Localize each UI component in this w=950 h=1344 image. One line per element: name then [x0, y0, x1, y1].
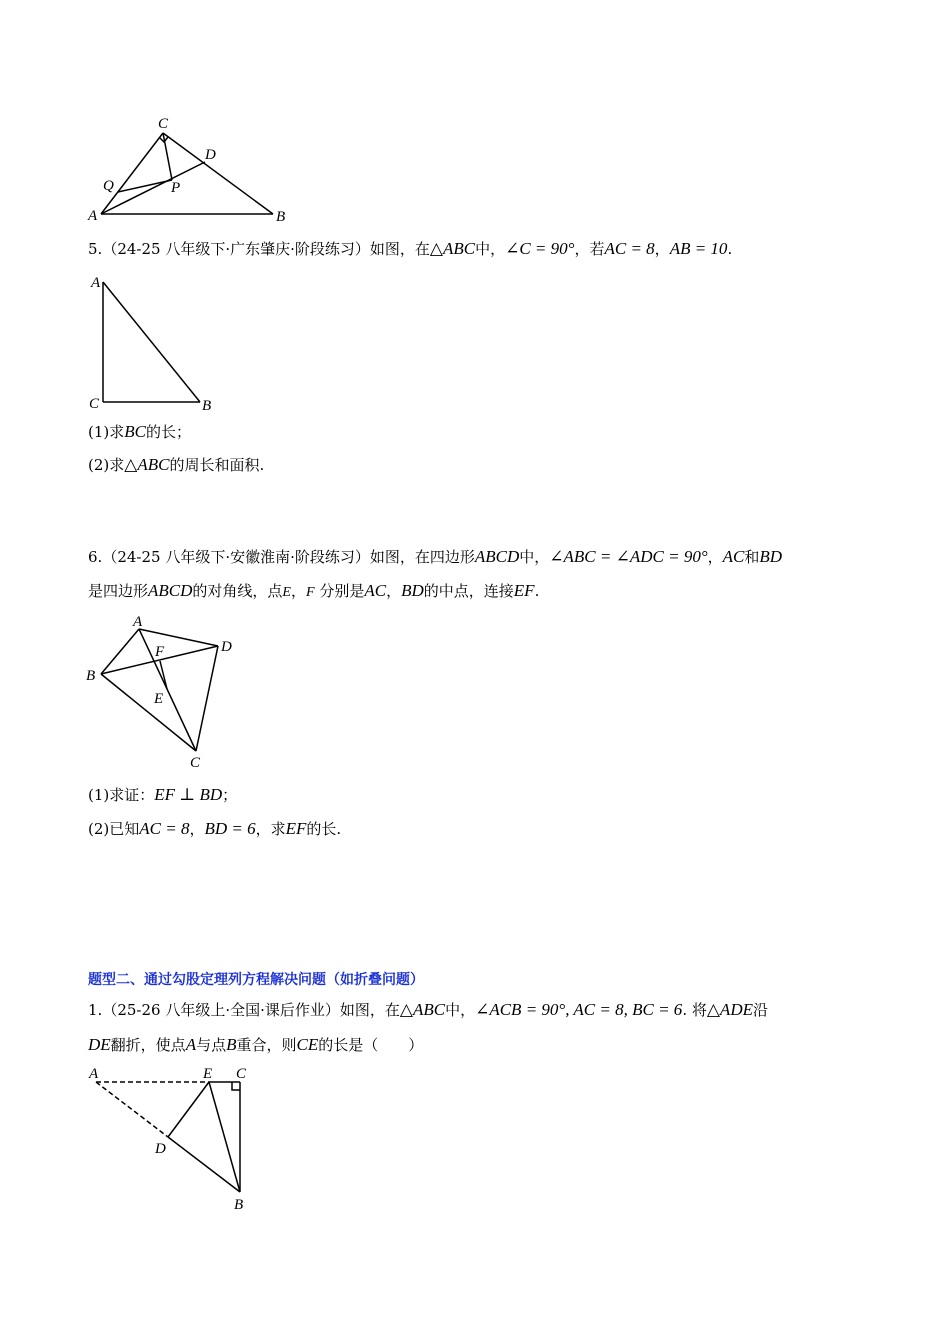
q6-stem-line2 — [88, 580, 539, 604]
s2q1-text: . 将 — [682, 1001, 707, 1019]
s2q1-triangle-ade: △ADE — [706, 1000, 753, 1019]
label-b: B — [86, 668, 96, 684]
s2q1-given: ∠ACB = 90°, AC = 8, BC = 6 — [475, 1000, 683, 1019]
s2q1-point-a: A — [185, 1035, 197, 1054]
q5-number: 5. — [88, 240, 103, 258]
s2q1-triangle: △ABC — [399, 1000, 446, 1019]
q6-sub1 — [88, 784, 237, 806]
q5-text: 如图，在 — [369, 240, 430, 258]
q6-number: 6. — [88, 548, 103, 566]
q6-angles: ∠ABC = ∠ADC = 90° — [549, 547, 708, 566]
q6-sub1-math: EF ⊥ BD — [154, 785, 223, 804]
label-d: D — [221, 639, 232, 655]
q6-ac: AC — [364, 581, 387, 600]
q5-stem — [88, 238, 732, 260]
q6-sub2-bd: BD = 6 — [204, 819, 256, 838]
q5-ac: AC = 8 — [604, 239, 655, 258]
q5-sub2 — [88, 454, 264, 476]
q5-sub2-math: △ABC — [124, 455, 170, 474]
label-e: E — [203, 1066, 213, 1082]
s2q1-text: 重合，则 — [236, 1036, 297, 1054]
figure-q5-right-triangle — [80, 268, 230, 416]
q6-stem-line1 — [88, 546, 782, 568]
q5-ab: AB = 10 — [669, 239, 728, 258]
q6-sub2-ef: EF — [285, 819, 307, 838]
q6-sub1-prefix: (1)求证： — [88, 786, 155, 804]
s2q1-text: 沿 — [752, 1001, 768, 1019]
q6-sub2-suffix: 的长. — [306, 820, 342, 838]
q6-ef: EF — [513, 581, 535, 600]
q6-text: 分别是 — [314, 582, 365, 600]
q6-comma: ， — [386, 582, 402, 600]
q5-text: 中， — [475, 240, 506, 258]
q6-sub2 — [88, 818, 341, 840]
label-d: D — [205, 147, 216, 163]
q6-text: 是四边形 — [88, 582, 149, 600]
s2q1-stem-line1 — [88, 999, 768, 1021]
q6-point-f: F — [306, 585, 315, 600]
label-c: C — [236, 1066, 247, 1082]
s2q1-text: 中， — [445, 1001, 476, 1019]
q6-ac: AC — [722, 547, 745, 566]
q6-text: 的中点，连接 — [423, 582, 514, 600]
q5-sub2-prefix: (2)求 — [88, 456, 125, 474]
label-b: B — [202, 398, 212, 414]
label-q: Q — [103, 178, 114, 194]
q5-sub1-prefix: (1)求 — [88, 423, 125, 441]
q6-quad: ABCD — [474, 547, 520, 566]
label-a: A — [89, 1066, 99, 1082]
s2q1-source: （25-26 八年级上·全国·课后作业） — [102, 1001, 340, 1019]
q6-text: 中， — [519, 548, 550, 566]
q5-sub2-suffix: 的周长和面积. — [169, 456, 265, 474]
label-b: B — [234, 1197, 244, 1213]
q6-bd: BD — [759, 547, 783, 566]
q6-comma: ， — [290, 582, 306, 600]
q6-bd: BD — [401, 581, 424, 600]
q5-end: . — [727, 240, 733, 258]
label-d: D — [155, 1141, 166, 1157]
q6-text: 的对角线，点 — [192, 582, 283, 600]
label-c: C — [158, 116, 169, 132]
s2q1-text: 翻折，使点 — [110, 1036, 186, 1054]
q5-triangle: △ABC — [429, 239, 476, 258]
s2q1-number: 1. — [88, 1001, 103, 1019]
q5-source: （24-25 八年级下·广东肇庆·阶段练习） — [102, 240, 370, 258]
q6-text: ， — [707, 548, 723, 566]
q6-text: 如图，在四边形 — [369, 548, 475, 566]
q6-source: （24-25 八年级下·安徽淮南·阶段练习） — [102, 548, 370, 566]
q5-sub1-math: BC — [124, 422, 146, 441]
q5-sub1-suffix: 的长； — [145, 423, 191, 441]
label-b: B — [276, 209, 286, 225]
s2q1-answer-blank: 的长是（ ） — [318, 1036, 424, 1054]
q6-sub1-suffix: ； — [222, 786, 238, 804]
q6-and: 和 — [744, 548, 760, 566]
q6-sub2-sep: ， — [189, 820, 205, 838]
figure-triangle-qpd — [80, 105, 300, 230]
section-heading: 题型二、通过勾股定理列方程解决问题（如折叠问题） — [88, 972, 424, 988]
label-c: C — [190, 755, 201, 771]
q6-sub2-text: ，求 — [255, 820, 286, 838]
s2q1-ce: CE — [296, 1035, 319, 1054]
figure-q6-quadrilateral — [80, 608, 250, 778]
label-a: A — [133, 614, 143, 630]
q5-text: ，若 — [574, 240, 605, 258]
s2q1-text: 与点 — [196, 1036, 227, 1054]
q5-sub1 — [88, 421, 191, 443]
label-e: E — [154, 691, 164, 707]
label-a: A — [88, 208, 98, 224]
q6-quad: ABCD — [148, 581, 193, 600]
q6-point-e: E — [282, 585, 291, 600]
s2q1-point-b: B — [226, 1035, 237, 1054]
label-f: F — [155, 644, 165, 660]
q5-sep: ， — [654, 240, 670, 258]
s2q1-stem-line2 — [88, 1034, 423, 1056]
s2q1-de: DE — [88, 1035, 111, 1054]
s2q1-text: 如图，在 — [339, 1001, 400, 1019]
q6-sub2-ac: AC = 8 — [139, 819, 190, 838]
q5-angle: ∠C = 90° — [505, 239, 575, 258]
q6-sub2-prefix: (2)已知 — [88, 820, 140, 838]
label-c: C — [89, 396, 100, 412]
figure-s2q1-fold — [80, 1062, 270, 1217]
label-a: A — [91, 275, 101, 291]
q6-end: . — [534, 582, 540, 600]
label-p: P — [171, 180, 181, 196]
